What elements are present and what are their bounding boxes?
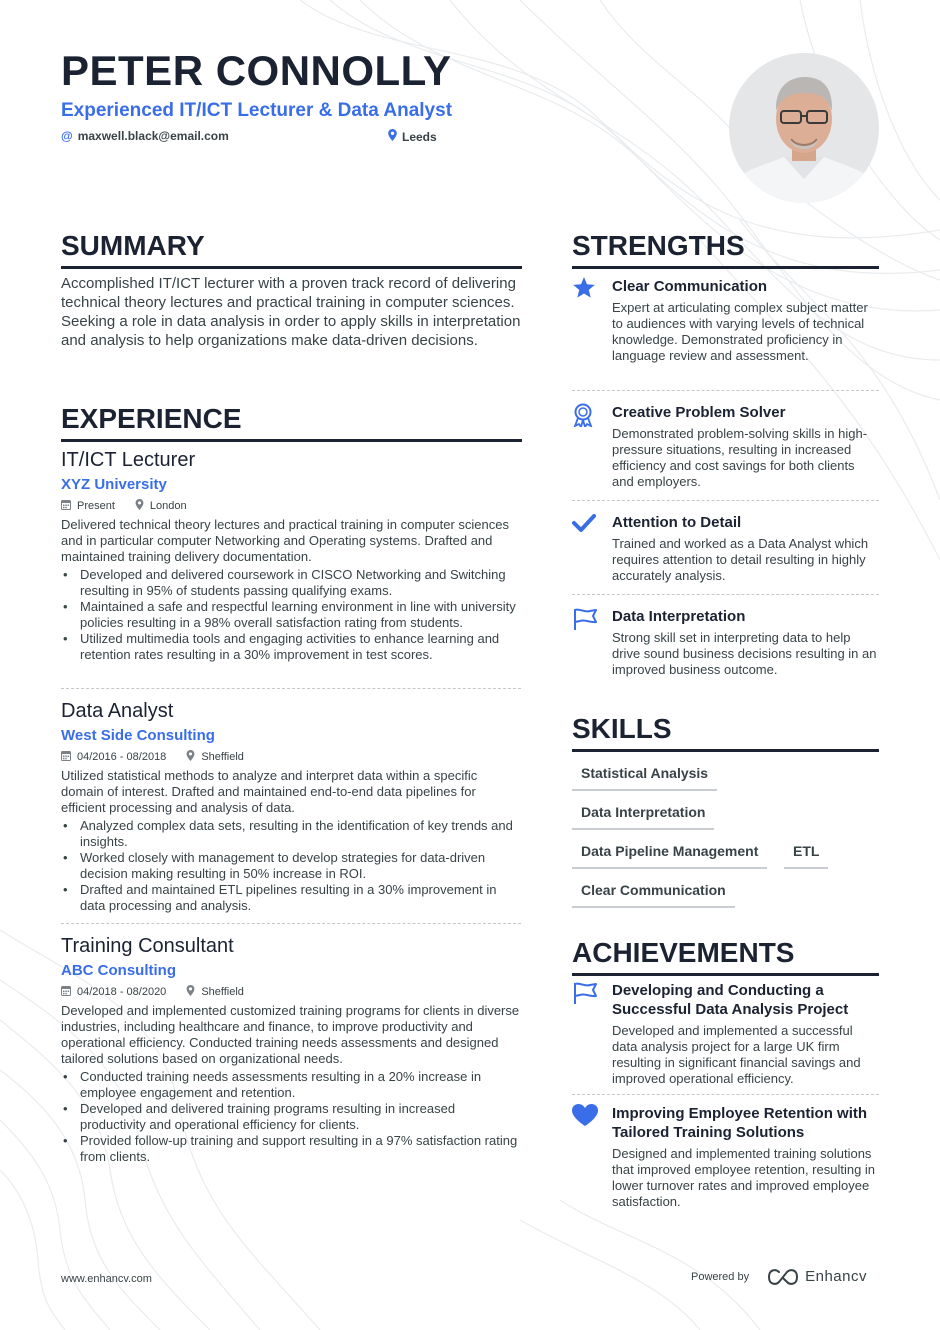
- divider: [572, 390, 879, 391]
- strength-description: Strong skill set in interpreting data to help drive sound business decisions resulting in an improved business outcome.: [612, 630, 877, 677]
- heart-icon: [572, 1104, 600, 1128]
- enhancv-logo-icon: [767, 1269, 799, 1285]
- strengths-heading: STRENGTHS: [572, 232, 879, 269]
- achievement-item: [572, 981, 879, 1087]
- job-company: ABC Consulting: [61, 962, 176, 979]
- strength-item: [572, 403, 879, 490]
- strength-description: Demonstrated problem-solving skills in high-pressure situations, resulting in increased efficiency and cost savings for both clients and employers.: [612, 426, 868, 489]
- star-icon: [572, 277, 600, 301]
- list-item: • Utilized multimedia tools and engaging activities to enhance learning and retention rates resulting in a 30% improvement in test scores.: [61, 631, 521, 663]
- list-item: • Worked closely with management to develop strategies for data-driven decision making resulting in 50% increase in ROI.: [61, 850, 521, 882]
- list-item: • Developed and delivered training programs resulting in increased productivity and operational efficiency for clients.: [61, 1101, 521, 1133]
- achievement-description: Designed and implemented training solutions that improved employee retention, resulting in lower turnover rates and improved employee satisfaction.: [612, 1146, 876, 1209]
- job-location: London: [149, 499, 187, 512]
- calendar-icon: [61, 499, 71, 513]
- calendar-icon: [61, 985, 71, 999]
- footer-website-link[interactable]: www.enhancv.com: [61, 1273, 152, 1285]
- job-bullets: [61, 1069, 521, 1165]
- skill-tag: ETL: [784, 842, 828, 869]
- experience-entry: [61, 934, 521, 1165]
- job-bullets: [61, 567, 521, 663]
- strength-title: Data Interpretation: [612, 608, 746, 625]
- divider: [61, 923, 521, 924]
- divider: [61, 688, 521, 689]
- list-item: • Analyzed complex data sets, resulting in the identification of key trends and insights.: [61, 818, 521, 850]
- strength-description: Trained and worked as a Data Analyst which requires attention to detail resulting in highly accurately analysis.: [612, 536, 869, 583]
- achievement-description: Developed and implemented a successful data analysis project for a large UK firm resulting in significant financial savings and improved operational efficiency.: [612, 1023, 861, 1086]
- contact-email[interactable]: [61, 129, 229, 143]
- strength-description: Expert at articulating complex subject matter to audiences with varying levels of technical knowledge. Demonstrated proficiency in language review and assessment.: [612, 300, 868, 363]
- list-item: • Conducted training needs assessments resulting in a 20% increase in employee engagement and retention.: [61, 1069, 521, 1101]
- achievement-title: Developing and Conducting a Successful Data Analysis Project: [612, 982, 849, 1018]
- job-bullets: [61, 818, 521, 914]
- experience-entry: [61, 448, 521, 663]
- job-title: IT/ICT Lecturer: [61, 449, 196, 471]
- candidate-title: Experienced IT/ICT Lecturer & Data Analyst: [61, 100, 453, 121]
- flag-icon: [572, 981, 600, 1005]
- brand-name: Enhancv: [805, 1268, 867, 1285]
- strength-title: Creative Problem Solver: [612, 404, 786, 421]
- footer-powered-by: [691, 1268, 867, 1285]
- experience-heading: EXPERIENCE: [61, 405, 522, 442]
- strength-title: Clear Communication: [612, 278, 768, 295]
- summary-heading: SUMMARY: [61, 232, 522, 269]
- email-text: maxwell.black@email.com: [77, 129, 229, 143]
- map-pin-icon: [186, 750, 195, 764]
- divider: [572, 1094, 879, 1095]
- skill-tag: Statistical Analysis: [572, 764, 717, 791]
- divider: [572, 594, 879, 595]
- job-description: Developed and implemented customized training programs for clients in diverse industries, including healthcare and finance, to improve productivity and operational efficiency. Conducted training needs assessments and designed tailored solutions based on organizational needs.: [61, 1003, 520, 1066]
- experience-entry: [61, 699, 521, 914]
- job-description: Delivered technical theory lectures and practical training in computer sciences and in particular computer Networking and Operating systems. Drafted and maintained training delivery documentation.: [61, 517, 509, 564]
- achievement-title: Improving Employee Retention with Tailored Training Solutions: [612, 1105, 868, 1141]
- strength-title: Attention to Detail: [612, 514, 742, 531]
- skills-heading: SKILLS: [572, 715, 879, 752]
- flag-icon: [572, 607, 600, 631]
- map-pin-icon: [388, 129, 397, 144]
- map-pin-icon: [186, 985, 195, 999]
- medal-icon: [572, 403, 600, 427]
- map-pin-icon: [135, 499, 144, 513]
- candidate-name: PETER CONNOLLY: [61, 47, 452, 94]
- profile-photo: [729, 53, 879, 203]
- job-location: Sheffield: [201, 750, 244, 763]
- summary-text: Accomplished IT/ICT lecturer with a proven track record of delivering technical theory lectures and practical training in computer sciences. Seeking a role in data analysis in order to apply skills in interpretation and analysis to help organizations make data-driven decisions.: [61, 275, 521, 349]
- strength-item: [572, 607, 879, 678]
- job-meta: [61, 749, 521, 764]
- job-meta: [61, 498, 521, 513]
- job-dates: Present: [77, 499, 115, 512]
- job-meta: [61, 984, 521, 999]
- divider: [572, 500, 879, 501]
- strength-item: [572, 513, 879, 584]
- job-title: Data Analyst: [61, 700, 174, 722]
- powered-by-label: Powered by: [691, 1270, 750, 1283]
- calendar-icon: [61, 750, 71, 764]
- job-dates: 04/2016 - 08/2018: [77, 750, 167, 763]
- location-text: Leeds: [402, 129, 437, 144]
- skill-tag: Data Pipeline Management: [572, 842, 767, 869]
- strength-item: [572, 277, 879, 364]
- enhancv-logo[interactable]: [767, 1268, 867, 1285]
- job-title: Training Consultant: [61, 935, 234, 957]
- job-dates: 04/2018 - 08/2020: [77, 985, 167, 998]
- skill-tag: Data Interpretation: [572, 803, 714, 830]
- job-company: West Side Consulting: [61, 727, 215, 744]
- achievements-heading: ACHIEVEMENTS: [572, 939, 879, 976]
- skill-tag: Clear Communication: [572, 881, 735, 908]
- list-item: • Provided follow-up training and support resulting in a 97% satisfaction rating from clients.: [61, 1133, 521, 1165]
- list-item: • Developed and delivered coursework in CISCO Networking and Switching resulting in 95% of students passing qualifying exams.: [61, 567, 521, 599]
- achievement-item: [572, 1104, 879, 1210]
- job-description: Utilized statistical methods to analyze and interpret data within a specific domain of interest. Drafted and maintained end-to-end data pipelines for efficient processing and analysis of data.: [61, 768, 478, 815]
- checkmark-icon: [572, 513, 600, 537]
- list-item: • Drafted and maintained ETL pipelines resulting in a 30% improvement in data processing and analysis.: [61, 882, 521, 914]
- job-company: XYZ University: [61, 476, 167, 493]
- contact-location: [388, 129, 437, 144]
- job-location: Sheffield: [201, 985, 244, 998]
- list-item: • Maintained a safe and respectful learning environment in line with university policies resulting in a 98% overall satisfaction rating from students.: [61, 599, 521, 631]
- at-icon: @: [61, 129, 73, 143]
